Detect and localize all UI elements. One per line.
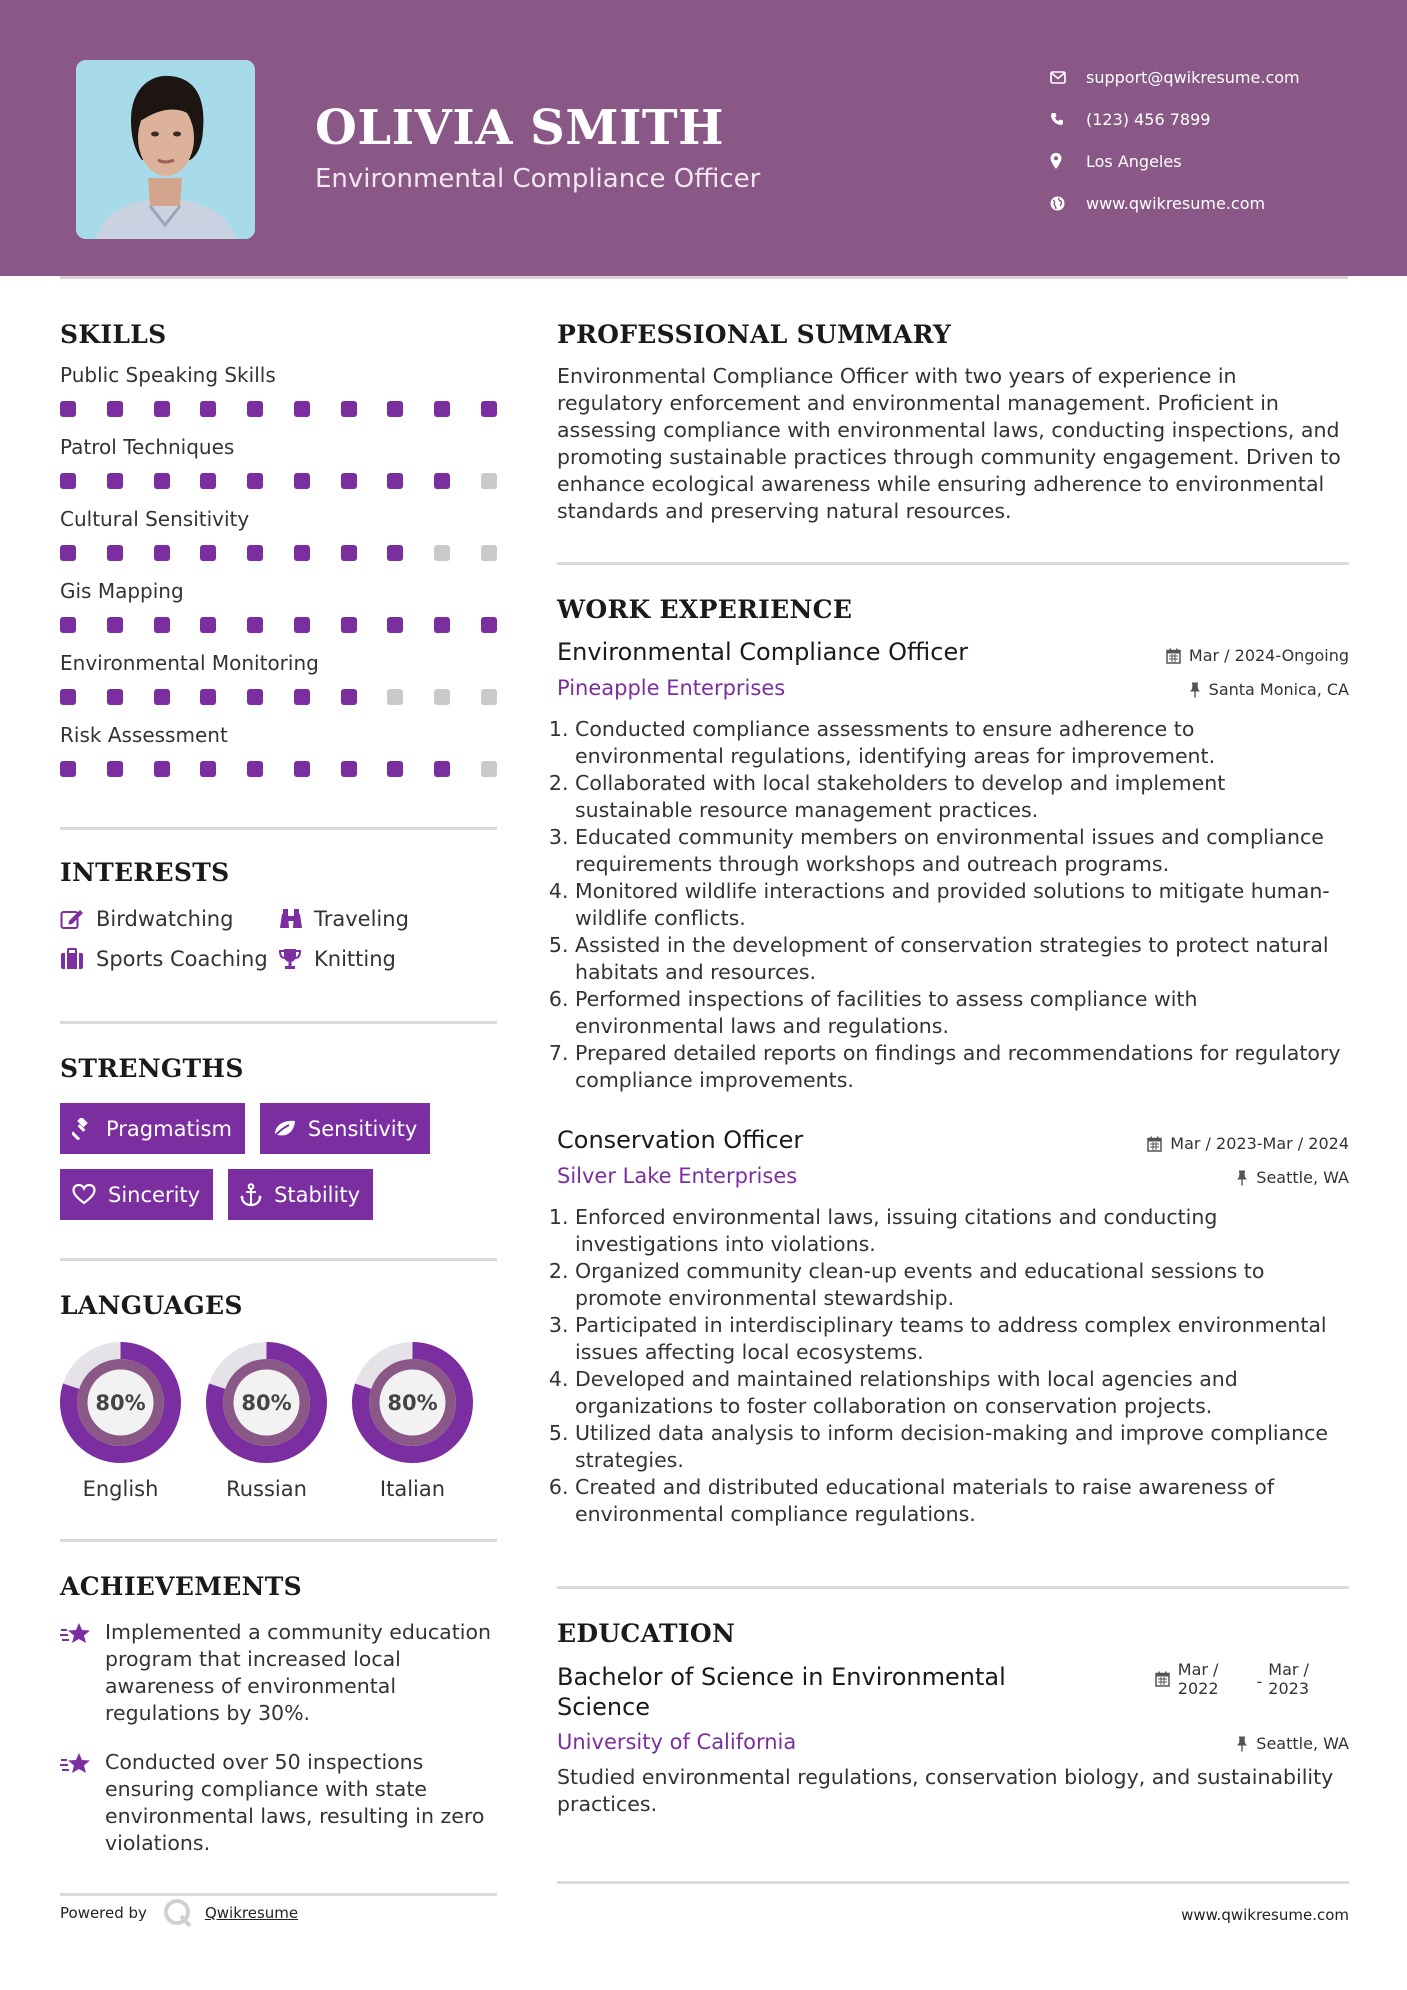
skill-name: Gis Mapping <box>60 579 184 603</box>
binoculars-icon <box>278 908 314 930</box>
strength-badge <box>60 1169 213 1220</box>
skill-item <box>60 579 497 633</box>
job-duties <box>557 1204 1349 1528</box>
rating-dot-filled <box>387 761 403 777</box>
interest-label: Sports Coaching <box>96 947 268 971</box>
education-date-separator: - <box>1256 1671 1263 1691</box>
rating-dot-filled <box>60 473 76 489</box>
achievements-list <box>60 1619 497 1857</box>
interest-label: Birdwatching <box>96 907 234 931</box>
interest-label: Traveling <box>314 907 409 931</box>
language-name: English <box>82 1477 159 1501</box>
rating-dot-filled <box>341 545 357 561</box>
rating-dot-filled <box>200 473 216 489</box>
contact-phone-text: (123) 456 7899 <box>1086 109 1211 129</box>
rating-dot-filled <box>247 617 263 633</box>
rating-dot-filled <box>247 761 263 777</box>
pushpin-icon <box>1189 682 1201 698</box>
shooting-star-icon <box>60 1749 105 1857</box>
rating-dot-empty <box>481 761 497 777</box>
skill-rating <box>60 689 497 705</box>
job-header <box>557 638 1349 666</box>
section-divider <box>557 562 1349 565</box>
rating-dot-filled <box>294 545 310 561</box>
strengths-heading: STRENGTHS <box>60 1054 244 1083</box>
job-location-text: Seattle, WA <box>1256 1168 1349 1187</box>
powered-label: Powered by <box>60 1904 147 1922</box>
duty-item: 3. Educated community members on environmental issues and compliance requirements through workshops and outreach programs. <box>575 824 1349 878</box>
duty-item: 7. Prepared detailed reports on findings and recommendations for regulatory compliance improvements. <box>575 1040 1349 1094</box>
duty-item: 2. Collaborated with local stakeholders to develop and implement sustainable resource management practices. <box>575 770 1349 824</box>
company-name: Silver Lake Enterprises <box>557 1164 798 1188</box>
strength-badge <box>228 1169 373 1220</box>
contact-website-text: www.qwikresume.com <box>1086 193 1266 213</box>
rating-dot-filled <box>200 401 216 417</box>
rating-dot-filled <box>60 617 76 633</box>
footer-website[interactable]: www.qwikresume.com <box>1181 1906 1349 1924</box>
section-divider <box>60 827 497 830</box>
rating-dot-filled <box>60 689 76 705</box>
language-percent: 80% <box>387 1391 438 1415</box>
rating-dot-filled <box>387 401 403 417</box>
skill-name: Patrol Techniques <box>60 435 235 459</box>
rating-dot-filled <box>341 473 357 489</box>
company-name: Pineapple Enterprises <box>557 676 786 700</box>
right-column <box>557 320 1349 1818</box>
contact-email-text: support@qwikresume.com <box>1086 67 1300 87</box>
achievement-text: Implemented a community education program that increased local awareness of environmental regulations by 30%. <box>105 1620 492 1725</box>
interest-item <box>60 947 278 971</box>
candidate-name: OLIVIA SMITH <box>315 100 724 156</box>
skill-name: Environmental Monitoring <box>60 651 319 675</box>
heart-icon <box>72 1184 96 1205</box>
rating-dot-filled <box>154 761 170 777</box>
left-column <box>60 320 497 1857</box>
rating-dot-filled <box>200 689 216 705</box>
suitcase-icon <box>60 948 96 970</box>
section-divider <box>60 1893 497 1896</box>
rating-dot-filled <box>107 617 123 633</box>
rating-dot-filled <box>294 761 310 777</box>
section-divider <box>60 1539 497 1542</box>
school-name: University of California <box>557 1730 797 1754</box>
interests-list <box>60 907 497 971</box>
gavel-icon <box>72 1118 94 1140</box>
interest-item <box>278 907 497 931</box>
skill-item <box>60 651 497 705</box>
rating-dot-empty <box>481 473 497 489</box>
language-item <box>206 1342 327 1501</box>
rating-dot-filled <box>481 401 497 417</box>
powered-by <box>60 1898 298 1928</box>
achievement-item <box>60 1749 497 1857</box>
shooting-star-icon <box>60 1619 105 1727</box>
achievement-item <box>60 1619 497 1727</box>
pushpin-icon <box>1236 1736 1248 1752</box>
interest-item <box>60 907 278 931</box>
contact-list <box>1050 56 1300 224</box>
duty-item: 1. Conducted compliance assessments to ensure adherence to environmental regulations, identifying areas for improvement. <box>575 716 1349 770</box>
contact-email[interactable] <box>1050 56 1300 98</box>
job-date <box>1147 1134 1349 1153</box>
skills-list <box>60 363 497 777</box>
duty-item: 6. Performed inspections of facilities to assess compliance with environmental laws and regulations. <box>575 986 1349 1040</box>
rating-dot-filled <box>200 617 216 633</box>
skill-rating <box>60 545 497 561</box>
powered-brand-link[interactable]: Qwikresume <box>204 1904 299 1922</box>
envelope-icon <box>1050 71 1086 84</box>
strength-badge <box>260 1103 430 1154</box>
phone-icon <box>1050 112 1086 126</box>
rating-dot-filled <box>341 617 357 633</box>
rating-dot-filled <box>154 473 170 489</box>
profile-photo <box>76 60 255 239</box>
education-location-text: Seattle, WA <box>1256 1734 1349 1753</box>
skills-heading: SKILLS <box>60 320 167 349</box>
contact-phone[interactable] <box>1050 98 1300 140</box>
language-name: Russian <box>226 1477 307 1501</box>
contact-location <box>1050 140 1300 182</box>
calendar-icon <box>1147 1136 1162 1152</box>
anchor-icon <box>240 1183 262 1207</box>
rating-dot-filled <box>107 689 123 705</box>
skill-rating <box>60 401 497 417</box>
rating-dot-filled <box>387 545 403 561</box>
globe-icon <box>1050 196 1086 211</box>
rating-dot-empty <box>481 689 497 705</box>
job-entry <box>557 638 1349 1094</box>
rating-dot-filled <box>294 689 310 705</box>
degree-title: Bachelor of Science in Environmental Science <box>557 1663 1006 1721</box>
rating-dot-filled <box>247 689 263 705</box>
job-subheader <box>557 676 1349 700</box>
rating-dot-filled <box>341 401 357 417</box>
contact-location-text: Los Angeles <box>1086 151 1182 171</box>
rating-dot-filled <box>434 401 450 417</box>
education-description: Studied environmental regulations, conservation biology, and sustainability practices. <box>557 1765 1334 1816</box>
rating-dot-filled <box>247 473 263 489</box>
rating-dot-filled <box>387 473 403 489</box>
education-heading: EDUCATION <box>557 1619 736 1648</box>
header-divider <box>60 276 1348 279</box>
rating-dot-filled <box>154 545 170 561</box>
rating-dot-empty <box>481 545 497 561</box>
language-gauge <box>60 1342 181 1463</box>
rating-dot-filled <box>200 545 216 561</box>
contact-website[interactable] <box>1050 182 1300 224</box>
job-header <box>557 1126 1349 1154</box>
skill-item <box>60 507 497 561</box>
calendar-icon <box>1166 648 1181 664</box>
pushpin-icon <box>1236 1170 1248 1186</box>
duty-item: 5. Assisted in the development of conservation strategies to protect natural habitats and resources. <box>575 932 1349 986</box>
achievements-heading: ACHIEVEMENTS <box>60 1572 302 1601</box>
section-divider <box>557 1881 1349 1884</box>
job-location-text: Santa Monica, CA <box>1208 680 1349 699</box>
job-location <box>1236 1168 1349 1187</box>
rating-dot-empty <box>387 689 403 705</box>
language-name: Italian <box>379 1477 446 1501</box>
rating-dot-filled <box>387 617 403 633</box>
section-divider <box>60 1258 497 1261</box>
duty-item: 4. Developed and maintained relationships with local agencies and organizations to foster collaboration on conservation projects. <box>575 1366 1349 1420</box>
resume-header <box>0 0 1407 276</box>
duty-item: 6. Created and distributed educational materials to raise awareness of environmental compliance regulations. <box>575 1474 1349 1528</box>
rating-dot-filled <box>154 617 170 633</box>
rating-dot-filled <box>341 689 357 705</box>
rating-dot-filled <box>481 617 497 633</box>
skill-rating <box>60 761 497 777</box>
rating-dot-filled <box>107 761 123 777</box>
duty-item: 3. Participated in interdisciplinary teams to address complex environmental issues affecting local ecosystems. <box>575 1312 1349 1366</box>
rating-dot-filled <box>107 473 123 489</box>
education-header <box>557 1662 1349 1722</box>
achievement-text: Conducted over 50 inspections ensuring compliance with state environmental laws, resulting in zero violations. <box>105 1750 485 1855</box>
strength-label: Sensitivity <box>307 1116 418 1141</box>
rating-dot-filled <box>154 689 170 705</box>
languages-heading: LANGUAGES <box>60 1291 243 1320</box>
strength-label: Pragmatism <box>106 1116 232 1141</box>
rating-dot-filled <box>60 761 76 777</box>
experience-heading: WORK EXPERIENCE <box>557 595 853 624</box>
skill-name: Risk Assessment <box>60 723 228 747</box>
rating-dot-filled <box>434 617 450 633</box>
rating-dot-filled <box>294 401 310 417</box>
skill-name: Public Speaking Skills <box>60 363 276 387</box>
rating-dot-filled <box>107 401 123 417</box>
rating-dot-filled <box>247 401 263 417</box>
language-gauge <box>352 1342 473 1463</box>
section-divider <box>557 1586 1349 1589</box>
rating-dot-filled <box>60 401 76 417</box>
job-title: Environmental Compliance Officer <box>557 638 969 666</box>
strength-badge <box>60 1103 245 1154</box>
education-end <box>1268 1660 1309 1698</box>
education-end-month: Mar / <box>1268 1660 1309 1679</box>
duty-item: 4. Monitored wildlife interactions and provided solutions to mitigate human-wildlife conflicts. <box>575 878 1349 932</box>
education-entry <box>557 1662 1349 1818</box>
job-title: Conservation Officer <box>557 1126 804 1154</box>
trophy-icon <box>278 948 314 970</box>
strength-label: Sincerity <box>108 1182 201 1207</box>
duty-item: 5. Utilized data analysis to inform decision-making and improve compliance strategies. <box>575 1420 1349 1474</box>
job-date-text: Mar / 2023-Mar / 2024 <box>1170 1134 1349 1153</box>
rating-dot-filled <box>200 761 216 777</box>
rating-dot-filled <box>107 545 123 561</box>
skill-item <box>60 363 497 417</box>
rating-dot-filled <box>247 545 263 561</box>
job-location <box>1189 680 1349 699</box>
job-date <box>1166 646 1349 665</box>
strength-label: Stability <box>274 1182 361 1207</box>
rating-dot-filled <box>341 761 357 777</box>
skill-item <box>60 723 497 777</box>
rating-dot-filled <box>294 473 310 489</box>
qwikresume-logo-icon <box>163 1898 193 1928</box>
duty-item: 2. Organized community clean-up events and educational sessions to promote environmental stewardship. <box>575 1258 1349 1312</box>
skill-item <box>60 435 497 489</box>
summary-text: Environmental Compliance Officer with two years of experience in regulatory enforcement and environmental management. Proficient in assessing compliance with environmental laws, conducting inspections, and promoting sustainable practices through community engagement. Driven to enhance ecological awareness while ensuring adherence to environmental standards and preserving natural resources. <box>557 364 1341 523</box>
education-end-year: 2023 <box>1268 1679 1309 1698</box>
job-duties <box>557 716 1349 1094</box>
duty-item: 1. Enforced environmental laws, issuing citations and conducting investigations into violations. <box>575 1204 1349 1258</box>
map-pin-icon <box>1050 153 1086 169</box>
leaf-icon <box>272 1119 296 1139</box>
edit-icon <box>60 908 96 930</box>
rating-dot-filled <box>294 617 310 633</box>
strengths-list <box>60 1103 497 1220</box>
language-percent: 80% <box>241 1391 292 1415</box>
language-item <box>60 1342 181 1501</box>
interests-heading: INTERESTS <box>60 858 230 887</box>
education-location <box>1236 1734 1349 1753</box>
rating-dot-empty <box>434 545 450 561</box>
rating-dot-filled <box>434 473 450 489</box>
interest-item <box>278 947 497 971</box>
candidate-title: Environmental Compliance Officer <box>315 164 761 194</box>
education-start-year: 2022 <box>1177 1679 1219 1698</box>
job-entry <box>557 1126 1349 1528</box>
languages-list <box>60 1342 497 1501</box>
language-gauge <box>206 1342 327 1463</box>
interest-label: Knitting <box>314 947 396 971</box>
education-date <box>1155 1660 1309 1698</box>
language-item <box>352 1342 473 1501</box>
section-divider <box>60 1021 497 1024</box>
education-subheader <box>557 1730 1349 1754</box>
calendar-icon <box>1155 1671 1170 1687</box>
education-start <box>1178 1660 1219 1698</box>
education-start-month: Mar / <box>1177 1660 1219 1679</box>
skill-rating <box>60 617 497 633</box>
skill-rating <box>60 473 497 489</box>
rating-dot-empty <box>434 689 450 705</box>
job-date-text: Mar / 2024-Ongoing <box>1188 646 1349 665</box>
rating-dot-filled <box>60 545 76 561</box>
rating-dot-filled <box>434 761 450 777</box>
job-subheader <box>557 1164 1349 1188</box>
rating-dot-filled <box>154 401 170 417</box>
summary-heading: PROFESSIONAL SUMMARY <box>557 320 952 349</box>
language-percent: 80% <box>95 1391 146 1415</box>
skill-name: Cultural Sensitivity <box>60 507 250 531</box>
